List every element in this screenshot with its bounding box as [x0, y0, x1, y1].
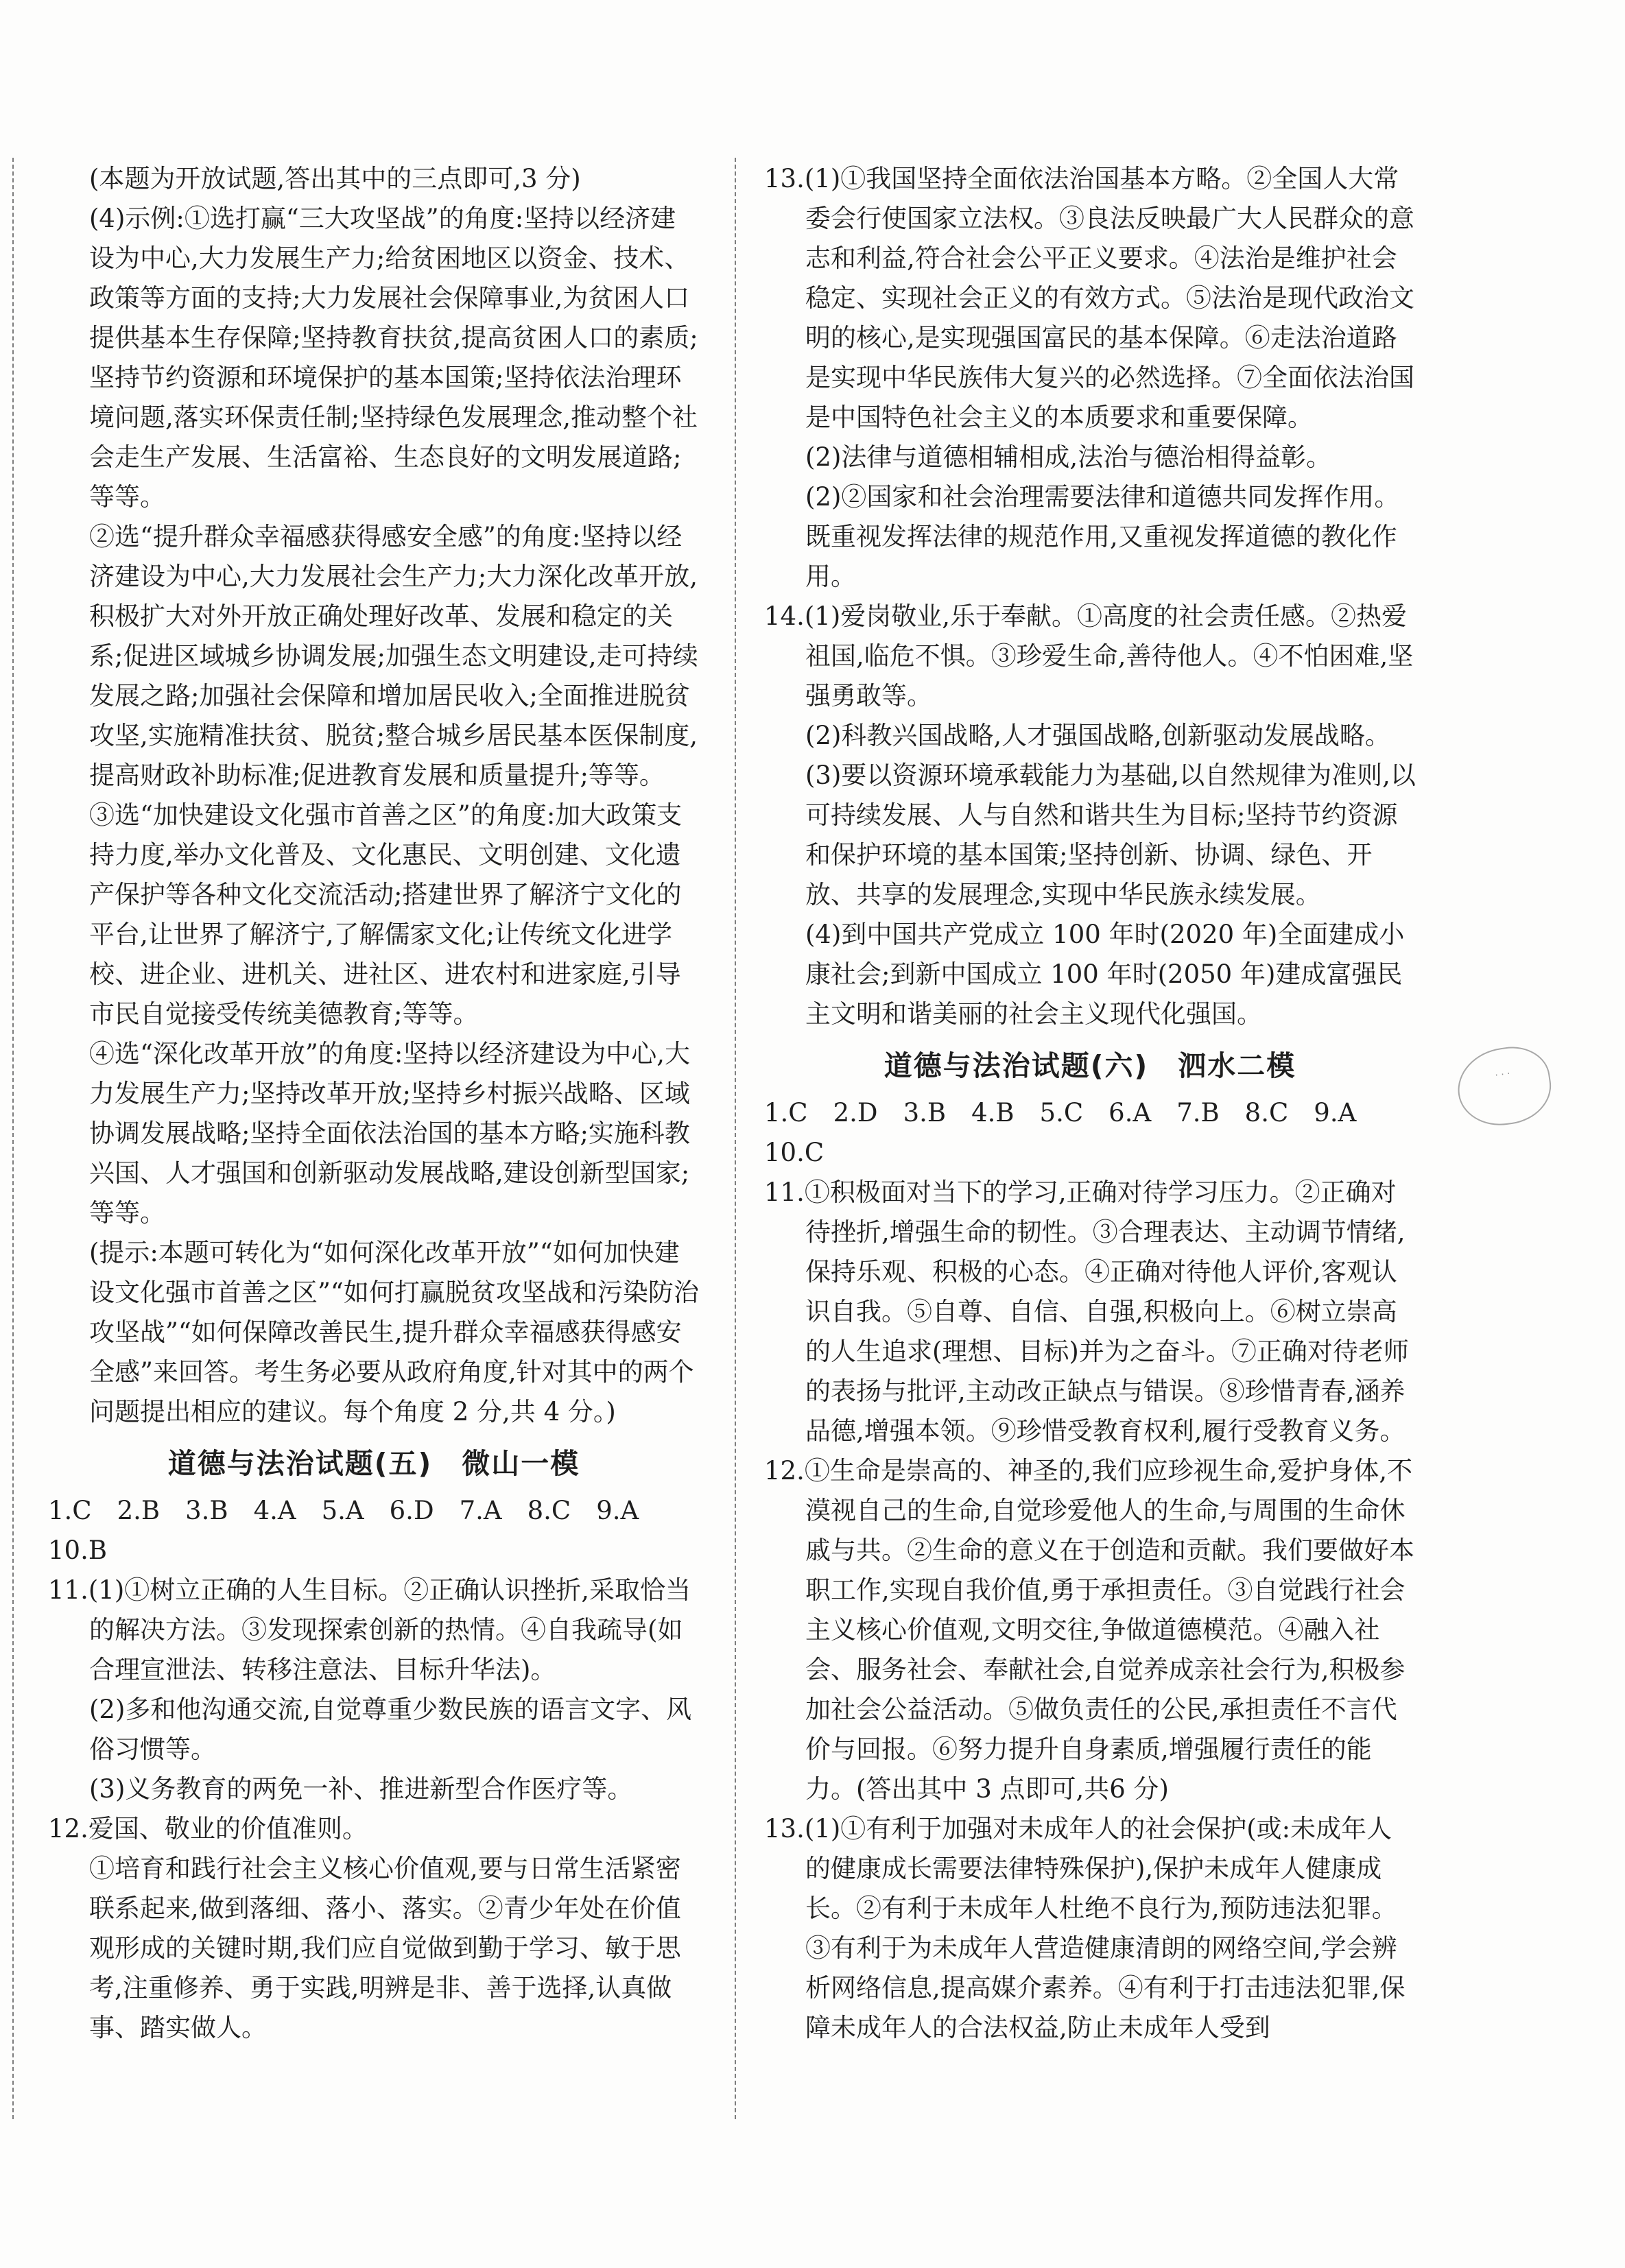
answer-paragraph: (本题为开放试题,答出其中的三点即可,3 分): [89, 164, 581, 193]
answer-paragraph: (2)②国家和社会治理需要法律和道德共同发挥作用。既重视发挥法律的规范作用,又重视发挥道德的教化作用。: [805, 482, 1400, 591]
right-column: [764, 159, 1416, 2048]
question-answer: 11.①积极面对当下的学习,正确对待学习压力。②正确对待挫折,增强生命的韧性。③合理表达、主动调节情绪,保持乐观、积极的心态。④正确对待他人评价,客观认识自我。⑤自尊、自信、自强,积极向上。⑥树立崇高的人生追求(理想、目标)并为之奋斗。⑦正确对待老师的表扬与批评,主动改正缺点与错误。⑧珍惜青春,涵养品德,增强本领。⑨珍惜受教育权利,履行受教育义务。: [764, 1178, 1409, 1446]
answer-paragraph: ①培育和践行社会主义核心价值观,要与日常生活紧密联系起来,做到落细、落小、落实。②青少年处在价值观形成的关键时期,我们应自觉做到勤于学习、敏于思考,注重修养、勇于实践,明辨是非、善于选择,认真做事、踏实做人。: [89, 1854, 681, 2042]
answer-paragraph: (2)法律与道德相辅相成,法治与德治相得益彰。: [805, 442, 1332, 472]
question-answer: 11.(1)①树立正确的人生目标。②正确认识挫折,采取恰当的解决方法。③发现探索创新的热情。④自我疏导(如合理宣泄法、转移注意法、目标升华法)。: [48, 1575, 691, 1684]
column-divider: [735, 158, 736, 2119]
stamp-mark: · · ·: [1453, 1042, 1556, 1131]
binding-margin-line: [12, 158, 14, 2119]
question-answer: 12.①生命是崇高的、神圣的,我们应珍视生命,爱护身体,不漠视自己的生命,自觉珍爱他人的生命,与周围的生命休戚与共。②生命的意义在于创造和贡献。我们要做好本职工作,实现自我价值,勇于承担责任。③自觉践行社会主义核心价值观,文明交往,争做道德模范。④融入社会、服务社会、奉献社会,自觉养成亲社会行为,积极参加社会公益活动。⑤做负责任的公民,承担责任不言代价与回报。⑥努力提升自身素质,增强履行责任的能力。(答出其中 3 点即可,共6 分): [764, 1456, 1414, 1804]
answer-paragraph: ②选“提升群众幸福感获得感安全感”的角度:坚持以经济建设为中心,大力发展社会生产力;大力深化改革开放,积极扩大对外开放正确处理好改革、发展和稳定的关系;促进区域城乡协调发展;加强生态文明建设,走可持续发展之路;加强社会保障和增加居民收入;全面推进脱贫攻坚,实施精准扶贫、脱贫;整合城乡居民基本医保制度,提高财政补助标准;促进教育发展和质量提升;等等。: [89, 522, 698, 790]
answer-paragraph: (3)要以资源环境承载能力为基础,以自然规律为准则,以可持续发展、人与自然和谐共生为目标;坚持节约资源和保护环境的基本国策;坚持创新、协调、绿色、开放、共享的发展理念,实现中华民族永续发展。: [805, 761, 1416, 909]
left-column: [48, 159, 700, 2048]
question-answer: 13.(1)①我国坚持全面依法治国基本方略。②全国人大常委会行使国家立法权。③良法反映最广大人民群众的意志和利益,符合社会公平正义要求。④法治是维护社会稳定、实现社会正义的有效方式。⑤法治是现代政治文明的核心,是实现强国富民的基本保障。⑥走法治道路是实现中华民族伟大复兴的必然选择。⑦全面依法治国是中国特色社会主义的本质要求和重要保障。: [764, 164, 1414, 432]
choice-answers: 1.C 2.D 3.B 4.B 5.C 6.A 7.B 8.C 9.A: [764, 1098, 1357, 1127]
answer-paragraph: (3)义务教育的两免一补、推进新型合作医疗等。: [89, 1774, 633, 1804]
answer-paragraph: (4)示例:①选打赢“三大攻坚战”的角度:坚持以经济建设为中心,大力发展生产力;给贫困地区以资金、技术、政策等方面的支持;大力发展社会保障事业,为贫困人口提供基本生存保障;坚持教育扶贫,提高贫困人口的素质;坚持节约资源和环境保护的基本国策;坚持依法治理环境问题,落实环保责任制;坚持绿色发展理念,推动整个社会走生产发展、生活富裕、生态良好的文明发展道路;等等。: [89, 204, 698, 512]
choice-answers: 10.C: [764, 1138, 825, 1167]
question-answer: 13.(1)①有利于加强对未成年人的社会保护(或:未成年人的健康成长需要法律特殊保护),保护未成年人健康成长。②有利于未成年人杜绝不良行为,预防违法犯罪。③有利于为未成年人营造健康清朗的网络空间,学会辨析网络信息,提高媒介素养。④有利于打击违法犯罪,保障未成年人的合法权益,防止未成年人受到: [764, 1814, 1405, 2042]
choice-answers: 1.C 2.B 3.B 4.A 5.A 6.D 7.A 8.C 9.A: [48, 1496, 639, 1525]
answer-paragraph: (提示:本题可转化为“如何深化改革开放”“如何加快建设文化强市首善之区”“如何打赢脱贫攻坚战和污染防治攻坚战”“如何保障改善民生,提升群众幸福感获得感安全感”来回答。考生务必要从政府角度,针对其中的两个问题提出相应的建议。每个角度 2 分,共 4 分。): [89, 1238, 699, 1427]
question-answer: 12.爱国、敬业的价值准则。: [48, 1814, 368, 1843]
answer-paragraph: (2)科教兴国战略,人才强国战略,创新驱动发展战略。: [805, 721, 1390, 750]
answer-paragraph: ④选“深化改革开放”的角度:坚持以经济建设为中心,大力发展生产力;坚持改革开放;坚持乡村振兴战略、区域协调发展战略;坚持全面依法治国的基本方略;实施科教兴国、人才强国和创新驱动发展战略,建设创新型国家;等等。: [89, 1039, 691, 1228]
section-heading: 道德与法治试题(五) 微山一模: [167, 1447, 580, 1480]
answer-paragraph: ③选“加快建设文化强市首善之区”的角度:加大政策支持力度,举办文化普及、文化惠民、文明创建、文化遗产保护等各种文化交流活动;搭建世界了解济宁文化的平台,让世界了解济宁,了解儒家文化;让传统文化进学校、进企业、进机关、进社区、进农村和进家庭,引导市民自觉接受传统美德教育;等等。: [89, 800, 683, 1029]
answer-paragraph: (2)多和他沟通交流,自觉尊重少数民族的语言文字、风俗习惯等。: [89, 1695, 692, 1764]
answer-paragraph: (4)到中国共产党成立 100 年时(2020 年)全面建成小康社会;到新中国成立 100 年时(2050 年)建成富强民主文明和谐美丽的社会主义现代化强国。: [805, 920, 1405, 1029]
choice-answers: 10.B: [48, 1536, 108, 1565]
question-answer: 14.(1)爱岗敬业,乐于奉献。①高度的社会责任感。②热爱祖国,临危不惧。③珍爱生命,善待他人。④不怕困难,坚强勇敢等。: [764, 601, 1414, 711]
section-heading: 道德与法治试题(六) 泗水二模: [883, 1049, 1296, 1082]
